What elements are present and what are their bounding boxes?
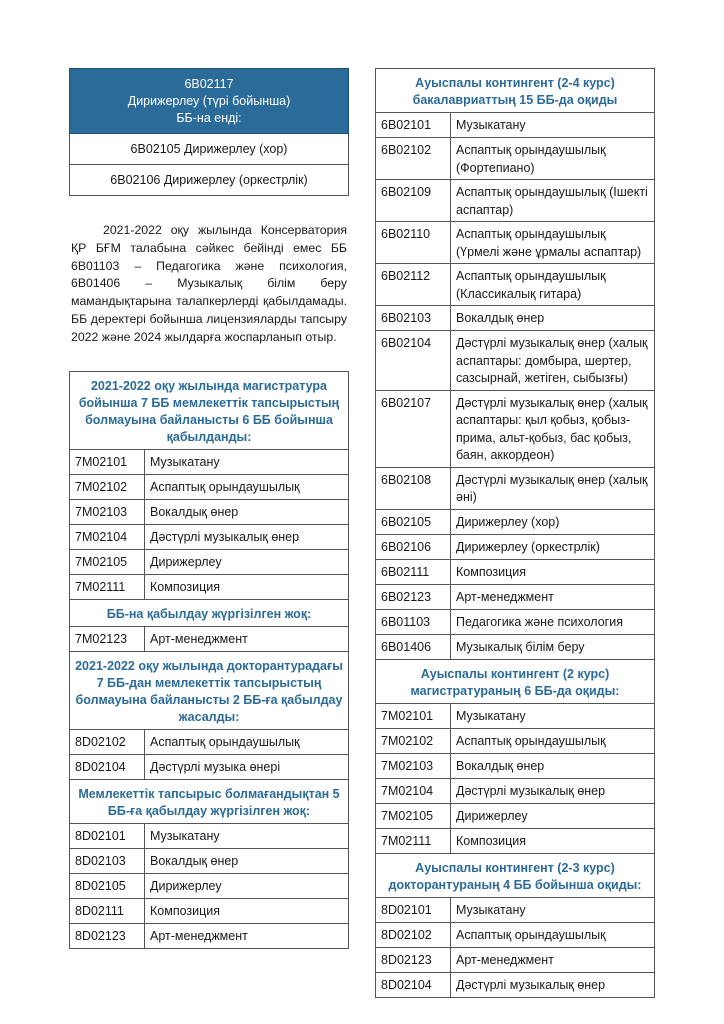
programme-name: Арт-менеджмент bbox=[451, 947, 655, 972]
table-row bbox=[376, 634, 655, 659]
table-row bbox=[376, 609, 655, 634]
table-row bbox=[376, 803, 655, 828]
programme-name: Арт-менеджмент bbox=[145, 626, 349, 651]
programme-name: Дирижерлеу bbox=[145, 873, 349, 898]
programme-code: 8D02123 bbox=[70, 923, 145, 948]
table-row bbox=[70, 499, 349, 524]
table-row bbox=[70, 474, 349, 499]
programme-code: 7M02105 bbox=[70, 549, 145, 574]
programme-table bbox=[69, 371, 349, 949]
table-row bbox=[376, 728, 655, 753]
programme-code: 6B02111 bbox=[376, 559, 451, 584]
table-row bbox=[376, 180, 655, 222]
table-row bbox=[70, 574, 349, 599]
programme-code: 8D02105 bbox=[70, 873, 145, 898]
programme-name: Музыкатану bbox=[451, 897, 655, 922]
right-column bbox=[375, 68, 655, 998]
programme-code: 7M02102 bbox=[376, 728, 451, 753]
programme-name: Музыкатану bbox=[145, 823, 349, 848]
programme-header bbox=[69, 68, 349, 134]
programme-code: 8D02104 bbox=[70, 754, 145, 779]
programme-code: 7M02111 bbox=[376, 828, 451, 853]
table-row bbox=[376, 534, 655, 559]
table-row bbox=[376, 559, 655, 584]
table-row bbox=[376, 778, 655, 803]
table-row bbox=[376, 138, 655, 180]
table-row bbox=[376, 113, 655, 138]
programme-code: 6B01406 bbox=[376, 634, 451, 659]
programme-code: 7M02123 bbox=[70, 626, 145, 651]
programme-code: 8D02103 bbox=[70, 848, 145, 873]
programme-name: Музыкатану bbox=[145, 449, 349, 474]
section-caption: ББ-на қабылдау жүргізілген жоқ: bbox=[70, 599, 349, 626]
section-caption-row bbox=[70, 779, 349, 823]
table-row bbox=[376, 222, 655, 264]
table-row bbox=[376, 897, 655, 922]
table-row bbox=[376, 390, 655, 467]
programme-code: 6B02101 bbox=[376, 113, 451, 138]
programme-code: 6B02106 bbox=[376, 534, 451, 559]
programme-code: 8D02104 bbox=[376, 972, 451, 997]
programme-name: Дәстүрлі музыкалық өнер bbox=[145, 524, 349, 549]
section-caption-row bbox=[70, 371, 349, 449]
programme-name: Композиция bbox=[145, 574, 349, 599]
programme-name: Аспаптық орындаушылық bbox=[451, 922, 655, 947]
programme-name: Аспаптық орындаушылық (Классикалық гитара) bbox=[451, 264, 655, 306]
programme-name: Дәстүрлі музыкалық өнер bbox=[451, 972, 655, 997]
table-row bbox=[376, 264, 655, 306]
right-table bbox=[375, 68, 655, 998]
section-caption: Ауыспалы контингент (2 курс) магистратураның 6 ББ-да оқиды: bbox=[376, 659, 655, 703]
programme-name: Аспаптық орындаушылық bbox=[451, 728, 655, 753]
programme-code: 7M02104 bbox=[70, 524, 145, 549]
programme-name: Музыкатану bbox=[451, 703, 655, 728]
section-caption: 2021-2022 оқу жылында магистратура бойынша 7 ББ мемлекеттік тапсырыстың болмауына байланысты 6 ББ бойынша қабылданды: bbox=[70, 371, 349, 449]
programme-name: Педагогика және психология bbox=[451, 609, 655, 634]
programme-name: Аспаптық орындаушылық bbox=[145, 729, 349, 754]
programme-name: Дәстүрлі музыкалық өнер (халық әні) bbox=[451, 467, 655, 509]
table-row bbox=[70, 549, 349, 574]
programme-name: Вокалдық өнер bbox=[451, 753, 655, 778]
table-row bbox=[70, 923, 349, 948]
table-row bbox=[376, 753, 655, 778]
programme-name: Вокалдық өнер bbox=[145, 499, 349, 524]
section-caption: Мемлекеттік тапсырыс болмағандықтан 5 ББ-ға қабылдау жүргізілген жоқ: bbox=[70, 779, 349, 823]
programme-name: Музыкатану bbox=[451, 113, 655, 138]
programme-name: Аспаптық орындаушылық (Ішекті аспаптар) bbox=[451, 180, 655, 222]
section-caption-row bbox=[376, 853, 655, 897]
programme-code: 7M02102 bbox=[70, 474, 145, 499]
table-row bbox=[70, 626, 349, 651]
programme-code: 7M02101 bbox=[70, 449, 145, 474]
programme-code: 7M02103 bbox=[70, 499, 145, 524]
programme-code: 6B02108 bbox=[376, 467, 451, 509]
header-line: Дирижерлеу (түрі бойынша) bbox=[127, 94, 291, 108]
programme-code: 6B02105 bbox=[376, 509, 451, 534]
programme-code: 7M02111 bbox=[70, 574, 145, 599]
programme-name: Аспаптық орындаушылық bbox=[145, 474, 349, 499]
programme-name: Арт-менеджмент bbox=[451, 584, 655, 609]
programme-name: Музыкалық білім беру bbox=[451, 634, 655, 659]
table-row bbox=[70, 823, 349, 848]
programme-code: 8D02101 bbox=[70, 823, 145, 848]
table-row bbox=[70, 524, 349, 549]
section-caption-row bbox=[70, 651, 349, 729]
section-caption-row bbox=[70, 599, 349, 626]
table-row bbox=[376, 828, 655, 853]
programme-code: 6B01103 bbox=[376, 609, 451, 634]
table-row bbox=[70, 754, 349, 779]
programme-code: 8D02101 bbox=[376, 897, 451, 922]
programme-name: Дәстүрлі музыкалық өнер bbox=[451, 778, 655, 803]
programme-code: 7M02105 bbox=[376, 803, 451, 828]
programme-name: Дирижерлеу (хор) bbox=[451, 509, 655, 534]
section-caption: Ауыспалы контингент (2-4 курс) бакалавриаттың 15 ББ-да оқиды bbox=[376, 69, 655, 113]
table-row bbox=[70, 898, 349, 923]
programme-name: Аспаптық орындаушылық (Фортепиано) bbox=[451, 138, 655, 180]
section-caption: 2021-2022 оқу жылында докторантурадағы 7 ББ-дан мемлекеттік тапсырыстың болмауына байланысты 2 ББ-ға қабылдау жасалды: bbox=[70, 651, 349, 729]
programme-name: Дәстүрлі музыка өнері bbox=[145, 754, 349, 779]
programme-name: Дәстүрлі музыкалық өнер (халық аспаптары: қыл қобыз, қобыз-прима, альт-қобыз, бас қобыз, баян, аккордеон) bbox=[451, 390, 655, 467]
table-row bbox=[376, 306, 655, 331]
body-paragraph bbox=[71, 222, 347, 347]
table-row bbox=[376, 584, 655, 609]
programme-code: 6B02109 bbox=[376, 180, 451, 222]
paragraph-text: 2021-2022 оқу жылында Консерватория ҚР БҒМ талабына сәйкес бейінді емес ББ 6В01103 – Педагогика және психология, 6В01406 – Музыкалық білім беру мамандықтарына талапкерлерді қабылдамады. ББ деректері бойынша лицензияларды тапсыру 2022 және 2024 жылдарға жоспарланып отыр. bbox=[71, 223, 347, 344]
table-row bbox=[70, 729, 349, 754]
table-row bbox=[376, 703, 655, 728]
table-row bbox=[376, 922, 655, 947]
programme-code: 6B02110 bbox=[376, 222, 451, 264]
programme-name: Дирижерлеу (оркестрлік) bbox=[451, 534, 655, 559]
programme-name: Вокалдық өнер bbox=[451, 306, 655, 331]
section-caption-row bbox=[376, 69, 655, 113]
header-line: ББ-на енді: bbox=[176, 111, 242, 125]
programme-code: 7M02103 bbox=[376, 753, 451, 778]
table-row bbox=[376, 947, 655, 972]
table-row bbox=[376, 972, 655, 997]
table-row bbox=[376, 467, 655, 509]
section-caption: Ауыспалы контингент (2-3 курс) докторантураның 4 ББ бойынша оқиды: bbox=[376, 853, 655, 897]
programme-name: Композиция bbox=[451, 559, 655, 584]
programme-code: 6B02102 bbox=[376, 138, 451, 180]
programme-code: 8D02111 bbox=[70, 898, 145, 923]
programme-code: 8D02102 bbox=[70, 729, 145, 754]
programme-name: Дәстүрлі музыкалық өнер (халық аспаптары: домбыра, шертер, сазсырнай, жетіген, сыбызғы) bbox=[451, 331, 655, 391]
programme-code: 8D02123 bbox=[376, 947, 451, 972]
programme-code: 7M02104 bbox=[376, 778, 451, 803]
programme-code: 6B02123 bbox=[376, 584, 451, 609]
programme-table bbox=[375, 68, 655, 998]
programme-name: Композиция bbox=[145, 898, 349, 923]
programme-row: 6B02105 Дирижерлеу (хор) bbox=[69, 134, 349, 165]
programme-name: Вокалдық өнер bbox=[145, 848, 349, 873]
programme-name: Дирижерлеу bbox=[145, 549, 349, 574]
programme-code: 6B02103 bbox=[376, 306, 451, 331]
header-line: 6B02117 bbox=[184, 77, 234, 91]
programme-code: 6B02112 bbox=[376, 264, 451, 306]
table-row bbox=[70, 449, 349, 474]
programme-name: Аспаптық орындаушылық (Үрмелі және ұрмалы аспаптар) bbox=[451, 222, 655, 264]
programme-name: Арт-менеджмент bbox=[145, 923, 349, 948]
table-row bbox=[376, 509, 655, 534]
programme-code: 7M02101 bbox=[376, 703, 451, 728]
table-row bbox=[70, 848, 349, 873]
table-row bbox=[376, 331, 655, 391]
programme-name: Композиция bbox=[451, 828, 655, 853]
programme-row: 6B02106 Дирижерлеу (оркестрлік) bbox=[69, 165, 349, 196]
section-caption-row bbox=[376, 659, 655, 703]
programme-name: Дирижерлеу bbox=[451, 803, 655, 828]
left-table bbox=[69, 371, 349, 949]
table-row bbox=[70, 873, 349, 898]
left-column bbox=[69, 68, 349, 949]
programme-code: 8D02102 bbox=[376, 922, 451, 947]
programme-code: 6B02107 bbox=[376, 390, 451, 467]
programme-code: 6B02104 bbox=[376, 331, 451, 391]
